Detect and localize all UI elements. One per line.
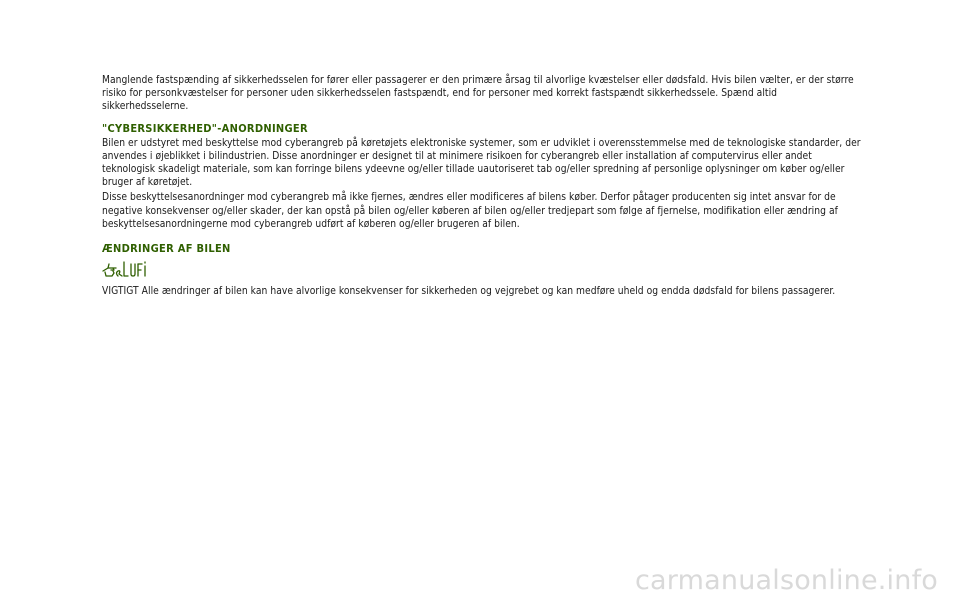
cybersecurity-paragraph-2: Disse beskyttelsesanordninger mod cyberangreb må ikke fjernes, ændres eller modificeres af bilens køber. Derfor påtager producenten sig intet ansvar for de negative konsekvenser og/eller skader, der kan opstå på bilen og/eller køberen af bilen og/eller tredjepart som følge af fjernelse, modifikation eller ændring af beskyttelsesanordningerne mod cyberangreb udført af køberen og/eller brugeren af bilen.	[102, 192, 838, 230]
watermark: carmanualsonline.info	[635, 565, 938, 596]
cybersecurity-paragraph-1: Bilen er udstyret med beskyttelse mod cyberangreb på køretøjets elektroniske systemer, som er udviklet i overensstemmelse med de teknologiske standarder, der anvendes i øjeblikket i bilindustrien. Disse anordninger er designet til at minimere risikoen for cyberangreb eller installation af computervirus eller andet teknologisk skadeligt materiale, som kan forringe bilens ydeevne og/eller tillade uautoriseret tab og/eller spredning af personlige oplysninger om køber og/eller bruger af køretøjet.	[102, 137, 861, 189]
hand-warning-icon	[102, 259, 148, 279]
cybersecurity-heading: "CYBERSIKKERHED"-ANORDNINGER	[102, 121, 308, 135]
document-body	[102, 74, 862, 298]
modifications-warning-text: VIGTIGT Alle ændringer af bilen kan have alvorlige konsekvenser for sikkerheden og vejgrebet og kan medføre uheld og endda dødsfald for bilens passagerer.	[102, 286, 836, 298]
modifications-heading: ÆNDRINGER AF BILEN	[102, 242, 231, 256]
intro-paragraph: Manglende fastspænding af sikkerhedsselen for fører eller passagerer er den primære årsag til alvorlige kvæstelser eller dødsfald. Hvis bilen vælter, er der større risiko for personkvæstelser for personer uden sikkerhedsselen fastspændt, end for personer med korrekt fastspændt sikkerhedssele. Spænd altid sikkerhedsselerne.	[102, 75, 854, 113]
